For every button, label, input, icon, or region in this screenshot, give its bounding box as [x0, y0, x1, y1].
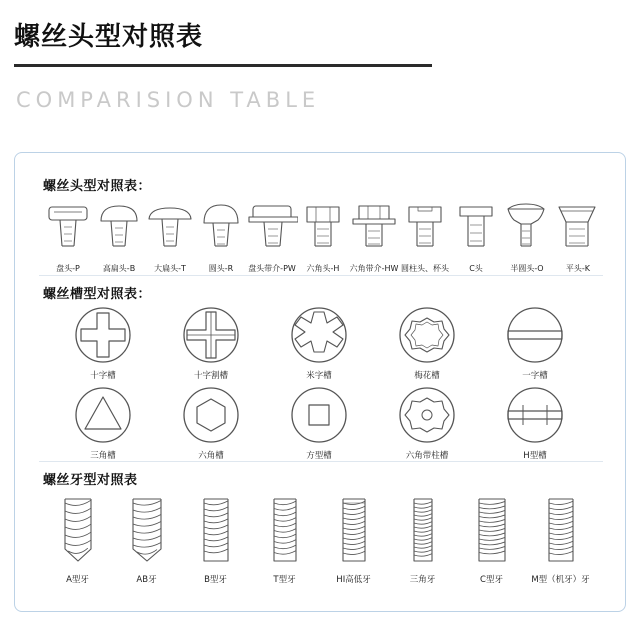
round-head-icon	[199, 201, 243, 259]
page-title: 螺丝头型对照表	[14, 22, 204, 52]
row-heads-item	[196, 201, 246, 274]
thread-c-icon	[467, 493, 517, 569]
hex-socket-icon	[181, 385, 241, 445]
hex-washer-head-icon	[350, 201, 398, 259]
row-drive2-item	[373, 385, 481, 461]
row-threads-item	[388, 493, 457, 585]
pan-washer-head-icon	[246, 201, 298, 259]
head-types-row	[43, 201, 604, 274]
high-button-head-icon	[97, 201, 141, 259]
item-label: 高扁头-B	[102, 264, 136, 273]
row-drive2-item	[157, 385, 265, 461]
row-threads-item	[181, 493, 250, 585]
item-label: 六角带柱槽	[405, 451, 449, 461]
row-threads-item	[112, 493, 181, 585]
row-drive2-item	[265, 385, 373, 461]
item-label: C型牙	[480, 575, 503, 585]
row-heads-item	[349, 201, 399, 274]
item-label: 圆头-R	[208, 264, 234, 273]
item-label: 梅花槽	[414, 371, 440, 381]
item-label: 半圆头-O	[510, 264, 544, 273]
row-heads-item	[553, 201, 603, 274]
item-label: 米字槽	[306, 371, 332, 381]
page-subtitle: COMPARISION TABLE	[16, 88, 321, 112]
row-drive1-item	[373, 305, 481, 381]
row-heads-item	[400, 201, 450, 274]
row-threads-item	[457, 493, 526, 585]
section-label-thread-types: 螺丝牙型对照表	[43, 473, 138, 488]
row-heads-item	[502, 201, 552, 274]
item-label: 一字槽	[522, 371, 548, 381]
row-drive1-item	[265, 305, 373, 381]
row-threads-item	[43, 493, 112, 585]
hex-head-icon	[301, 201, 345, 259]
row-heads-item	[451, 201, 501, 274]
thread-tri-icon	[398, 493, 448, 569]
row-threads-item	[250, 493, 319, 585]
thread-a-icon	[53, 493, 103, 569]
item-label: 盘头带介-PW	[248, 264, 296, 273]
triangle-icon	[73, 385, 133, 445]
item-label: 十字槽	[90, 371, 116, 381]
truss-head-icon	[146, 201, 194, 259]
section-label-head-types: 螺丝头型对照表：	[43, 179, 152, 194]
thread-m-icon	[536, 493, 586, 569]
c-head-icon	[456, 201, 496, 259]
item-label: HI高低牙	[336, 575, 371, 585]
thread-t-icon	[260, 493, 310, 569]
row-drive1-item	[481, 305, 589, 381]
thread-ab-icon	[122, 493, 172, 569]
row-heads-item	[94, 201, 144, 274]
divider-2	[39, 461, 603, 462]
square-icon	[289, 385, 349, 445]
item-label: H型槽	[523, 451, 547, 461]
torx-pin-icon	[397, 385, 457, 445]
row-drive2-item	[481, 385, 589, 461]
item-label: 三角槽	[90, 451, 116, 461]
oval-head-icon	[505, 201, 549, 259]
comparison-card	[14, 152, 626, 612]
item-label: 六角带介-HW	[349, 264, 399, 273]
drive-types-row-2	[49, 385, 589, 461]
item-label: 盘头-P	[56, 264, 80, 273]
thread-hi-icon	[329, 493, 379, 569]
thread-types-row	[43, 493, 595, 585]
phillips-slot-icon	[181, 305, 241, 365]
row-heads-item	[43, 201, 93, 274]
row-heads-item	[145, 201, 195, 274]
item-label: 六角头-H	[306, 264, 340, 273]
flat-head-icon	[556, 201, 600, 259]
pozidriv-icon	[289, 305, 349, 365]
row-heads-item	[247, 201, 297, 274]
slotted-icon	[505, 305, 565, 365]
phillips-icon	[73, 305, 133, 365]
divider-1	[39, 275, 603, 276]
row-threads-item	[526, 493, 595, 585]
h-slot-icon	[505, 385, 565, 445]
item-label: 三角牙	[409, 575, 436, 585]
item-label: AB牙	[136, 575, 157, 585]
item-label: B型牙	[204, 575, 227, 585]
row-drive1-item	[157, 305, 265, 381]
item-label: M型（机牙）牙	[531, 575, 590, 585]
section-label-drive-types: 螺丝槽型对照表：	[43, 287, 152, 302]
row-heads-item	[298, 201, 348, 274]
row-threads-item	[319, 493, 388, 585]
socket-cap-head-icon	[403, 201, 447, 259]
item-label: 方型槽	[306, 451, 332, 461]
item-label: 圆柱头、杯头	[401, 264, 449, 273]
row-drive2-item	[49, 385, 157, 461]
item-label: 平头-K	[565, 264, 591, 273]
item-label: 六角槽	[198, 451, 224, 461]
thread-b-icon	[191, 493, 241, 569]
pan-head-icon	[46, 201, 90, 259]
item-label: A型牙	[66, 575, 89, 585]
item-label: 大扁头-T	[154, 264, 186, 273]
item-label: 十字割槽	[193, 371, 228, 381]
row-drive1-item	[49, 305, 157, 381]
item-label: T型牙	[273, 575, 296, 585]
title-divider	[14, 64, 432, 67]
drive-types-row-1	[49, 305, 589, 381]
torx-icon	[397, 305, 457, 365]
item-label: C头	[469, 264, 483, 273]
